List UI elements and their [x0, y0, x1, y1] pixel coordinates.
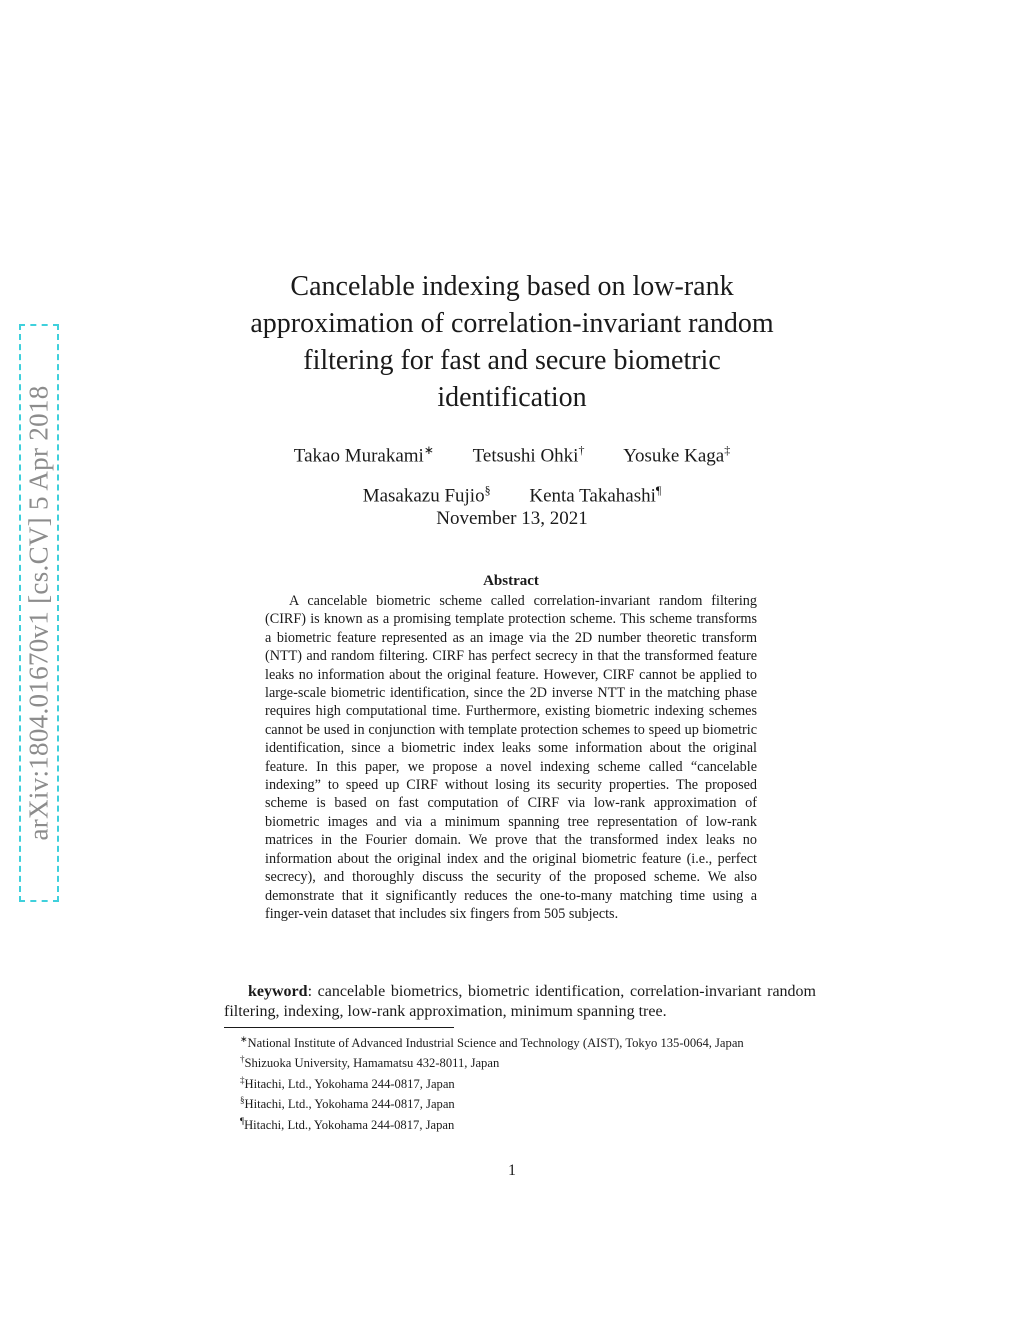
page-number: 1	[508, 1162, 516, 1179]
footnote-mark: ∗	[240, 1034, 248, 1044]
footnote	[224, 1113, 800, 1133]
footnotes	[224, 1031, 800, 1133]
keywords	[224, 982, 816, 1022]
author	[623, 433, 730, 473]
footnote-mark: ‡	[240, 1074, 245, 1085]
footnote	[224, 1072, 800, 1092]
footnote-mark: §	[240, 1095, 245, 1106]
footnote-mark: †	[240, 1054, 245, 1065]
publication-date: November 13, 2021	[436, 508, 588, 529]
keywords-text: : cancelable biometrics, biometric identification, correlation-invariant random filtering, indexing, low-rank approximation, minimum spanning tree.	[224, 983, 816, 1020]
footnote	[224, 1031, 800, 1051]
abstract-text: A cancelable biometric scheme called correlation-invariant random filtering (CIRF) is known as a promising template protection scheme. This scheme transforms a biometric feature represented as an image via the 2D number theoretic transform (NTT) and random filtering. CIRF has perfect secrecy in that the transformed feature leaks no information about the original feature. However, CIRF cannot be applied to large-scale biometric identification, since the 2D inverse NTT in the matching phase requires high computational time. Furthermore, existing biometric indexing schemes cannot be used in conjunction with template protection schemes to speed up biometric identification, since a biometric index leaks some information about the original feature. In this paper, we propose a novel indexing scheme called “cancelable indexing” to speed up CIRF without losing its security properties. The proposed scheme is based on fast computation of CIRF via low-rank approximation of biometric images and via a minimum spanning tree representation of low-rank matrices in the Fourier domain. We prove that the transformed index leaks no information about the original index and the original biometric feature (i.e., perfect secrecy), and thoroughly discuss the security of the proposed scheme. We also demonstrate that it significantly reduces the one-to-many matching time using a finger-vein dataset that includes six fingers from 505 subjects.	[265, 593, 757, 922]
footnote-text: Hitachi, Ltd., Yokohama 244-0817, Japan	[244, 1097, 455, 1112]
paper-title: Cancelable indexing based on low-rank approximation of correlation-invariant random filtering for fast and secure biometric identification	[250, 271, 774, 413]
footnote	[224, 1092, 800, 1112]
footnote-text: Shizuoka University, Hamamatsu 432-8011, Japan	[244, 1056, 500, 1071]
author	[473, 433, 585, 473]
arxiv-identifier-text: arXiv:1804.01670v1 [cs.CV] 5 Apr 2018	[23, 385, 54, 841]
author	[294, 433, 434, 473]
affiliation-mark: ∗	[423, 443, 434, 457]
footnote-text: Hitachi, Ltd., Yokohama 244-0817, Japan	[244, 1118, 455, 1133]
affiliation-mark: §	[484, 483, 491, 498]
abstract-heading: Abstract	[483, 573, 539, 589]
author-name: Takao Murakami	[293, 445, 424, 467]
footnote-mark: ¶	[240, 1115, 245, 1126]
author-name: Tetsushi Ohki	[472, 445, 579, 467]
author-name: Yosuke Kaga	[623, 445, 725, 467]
footnote-rule	[224, 1027, 454, 1028]
arxiv-identifier-stamp	[19, 324, 59, 902]
author-row-1	[220, 433, 804, 473]
author-name: Kenta Takahashi	[529, 485, 656, 507]
affiliation-mark: ‡	[724, 443, 731, 457]
footnote	[224, 1051, 800, 1071]
affiliation-mark: †	[578, 443, 585, 457]
affiliation-mark: ¶	[655, 483, 662, 498]
keywords-label: keyword	[248, 983, 308, 1000]
footnote-text: Hitachi, Ltd., Yokohama 244-0817, Japan	[244, 1077, 455, 1092]
author-name: Masakazu Fujio	[362, 485, 485, 507]
footnote-text: National Institute of Advanced Industrial Science and Technology (AIST), Tokyo 135-0064, Japan	[247, 1036, 744, 1051]
author-list	[220, 433, 804, 514]
